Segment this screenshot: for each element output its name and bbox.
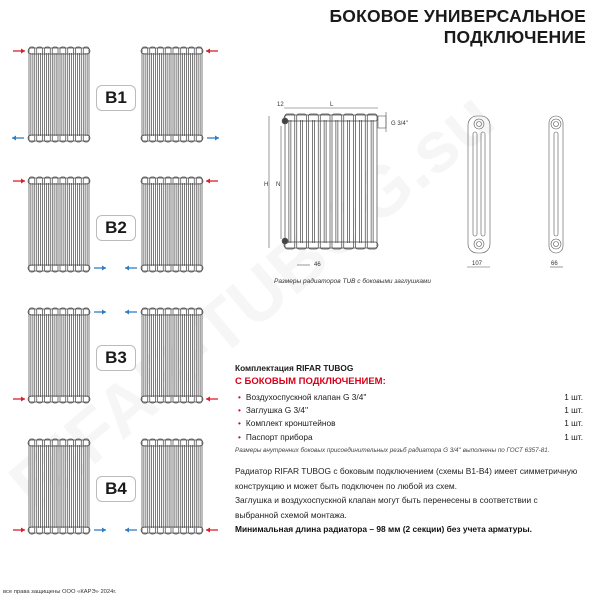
plug-bottom xyxy=(282,238,288,244)
kit-item xyxy=(235,403,583,416)
supply-arrow-icon xyxy=(13,528,25,533)
kit-item-name: Заглушка G 3/4'' xyxy=(245,404,309,415)
return-arrow-icon xyxy=(94,266,106,271)
supply-arrow-icon xyxy=(206,528,218,533)
kit-section xyxy=(235,363,583,454)
radiator-b1-right xyxy=(141,47,203,142)
supply-arrow-icon xyxy=(206,179,218,184)
return-arrow-icon xyxy=(12,136,24,141)
dimension-drawing xyxy=(250,90,590,280)
radiator-front xyxy=(284,114,378,249)
bullet-icon: • xyxy=(238,418,241,429)
return-arrow-icon xyxy=(207,136,219,141)
description-p1: Радиатор RIFAR TUBOG с боковым подключением (схемы B1-B4) имеет симметричную конструкцию и может быть подключен по любой из схем. xyxy=(235,466,578,491)
radiator-b4-right xyxy=(141,439,203,534)
dim-N: N xyxy=(276,182,281,188)
scheme-label-b1: B1 xyxy=(96,85,136,111)
dim-46: 46 xyxy=(314,262,321,268)
kit-item-qty: 1 шт. xyxy=(564,431,583,442)
page-title xyxy=(329,6,586,48)
return-arrow-icon xyxy=(94,528,106,533)
radiator-b3-right xyxy=(141,308,203,403)
kit-item-qty: 1 шт. xyxy=(564,404,583,415)
radiator-b4-left xyxy=(28,439,90,534)
dim-12: 12 xyxy=(277,102,284,108)
kit-item xyxy=(235,430,583,443)
kit-item xyxy=(235,390,583,403)
supply-arrow-icon xyxy=(206,49,218,54)
return-arrow-icon xyxy=(94,310,106,315)
return-arrow-icon xyxy=(125,266,137,271)
dim-H: H xyxy=(264,182,269,188)
description xyxy=(235,464,583,537)
kit-item-qty: 1 шт. xyxy=(564,391,583,402)
kit-title: Комплектация RIFAR TUBOG xyxy=(235,363,354,373)
thread-fitting xyxy=(378,116,386,128)
scheme-label-b4: B4 xyxy=(96,476,136,502)
connection-schemes xyxy=(0,0,235,600)
radiator-b1-left xyxy=(28,47,90,142)
dim-66: 66 xyxy=(551,261,558,267)
kit-item-name: Паспорт прибора xyxy=(245,431,313,442)
dim-107: 107 xyxy=(472,261,483,267)
copyright: все права защищены ООО «КАРЭ» 2024г. xyxy=(3,589,117,595)
radiator-b3-left xyxy=(28,308,90,403)
supply-arrow-icon xyxy=(206,397,218,402)
bullet-icon: • xyxy=(238,404,241,415)
description-p2: Заглушка и воздухоспускной клапан могут быть перенесены в соответствии с выбранной схемой монтажа. xyxy=(235,495,538,520)
dim-L: L xyxy=(330,102,334,108)
return-arrow-icon xyxy=(125,528,137,533)
radiator-side-view-66 xyxy=(549,116,563,253)
supply-arrow-icon xyxy=(13,397,25,402)
kit-subtitle: С БОКОВЫМ ПОДКЛЮЧЕНИЕМ: xyxy=(235,376,386,387)
radiator-b2-right xyxy=(141,177,203,272)
dim-thread: G 3/4'' xyxy=(391,121,408,127)
drawing-caption: Размеры радиаторов TUB с боковыми заглушками xyxy=(274,278,432,285)
scheme-label-b3: B3 xyxy=(96,345,136,371)
kit-item xyxy=(235,417,583,430)
plug-top xyxy=(282,118,288,124)
bullet-icon: • xyxy=(238,431,241,442)
scheme-label-b2: B2 xyxy=(96,215,136,241)
radiator-front-view xyxy=(282,112,386,249)
description-p3: Минимальная длина радиатора – 98 мм (2 секции) без учета арматуры. xyxy=(235,524,532,535)
supply-arrow-icon xyxy=(13,49,25,54)
title-line-1: БОКОВОЕ УНИВЕРСАЛЬНОЕ xyxy=(329,6,586,26)
radiator-side-view-107 xyxy=(468,116,490,253)
return-arrow-icon xyxy=(125,310,137,315)
title-line-2: ПОДКЛЮЧЕНИЕ xyxy=(443,27,586,47)
bullet-icon: • xyxy=(238,391,241,402)
radiator-b2-left xyxy=(28,177,90,272)
thread-note: Размеры внутренних боковых присоединительных резьб радиатора G 3/4'' выполнены по ГОСТ 6357-81. xyxy=(235,447,550,455)
kit-item-name: Воздухоспускной клапан G 3/4'' xyxy=(245,391,367,402)
supply-arrow-icon xyxy=(13,179,25,184)
kit-item-name: Комплект кронштейнов xyxy=(245,418,336,429)
kit-item-qty: 1 шт. xyxy=(564,418,583,429)
